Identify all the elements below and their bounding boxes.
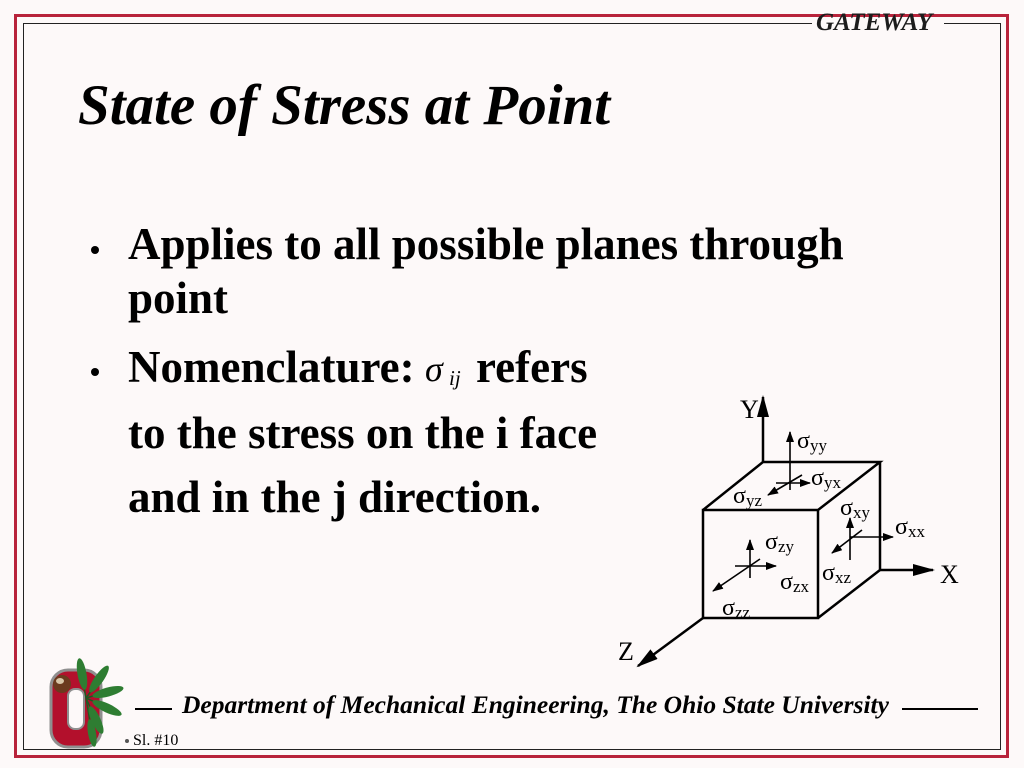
bullet-2-line-3: and in the j direction. <box>128 472 541 522</box>
sigma-symbol: σ <box>811 465 824 491</box>
slide-number: Sl. #10 <box>133 732 179 749</box>
sigma-symbol: σ <box>765 529 778 555</box>
sigma-symbol: σ <box>895 514 908 540</box>
slide-number-dot <box>125 739 129 743</box>
arrow-sigma-zz <box>713 559 760 591</box>
block-o-hole <box>68 689 84 729</box>
bullet-marker <box>91 368 99 376</box>
formula-sigma: σ <box>425 349 443 389</box>
stress-subscript: xz <box>834 568 851 587</box>
z-axis-arrow <box>638 618 703 666</box>
stress-label-yz <box>733 483 762 510</box>
stress-label-yy <box>797 428 827 455</box>
stress-subscript: yy <box>809 436 827 455</box>
arrow-sigma-yz <box>768 475 802 495</box>
footer-rule-left <box>135 708 172 710</box>
bullet-2-line-2: to the stress on the i face <box>128 408 598 458</box>
stress-label-zx <box>780 569 809 596</box>
stress-subscript: zz <box>734 603 751 622</box>
sigma-symbol: σ <box>733 483 746 509</box>
bullet-2-tail: refers <box>476 342 588 392</box>
stress-subscript: yx <box>823 473 841 492</box>
gateway-brand: GATEWAY <box>816 9 933 36</box>
stress-label-xy <box>840 495 870 522</box>
sigma-symbol: σ <box>722 595 735 621</box>
formula-subscript: ij <box>449 366 461 390</box>
stress-subscript: zy <box>777 537 794 556</box>
stress-label-zy <box>765 529 794 556</box>
slide-title: State of Stress at Point <box>78 74 611 137</box>
stress-subscript: xx <box>907 522 925 541</box>
x-axis-label: X <box>940 560 959 589</box>
sigma-symbol: σ <box>780 569 793 595</box>
bullet-marker <box>91 246 99 254</box>
stress-label-yx <box>811 465 841 492</box>
z-axis-label: Z <box>618 637 634 666</box>
buckeye-nut <box>53 675 71 693</box>
y-axis-label: Y <box>740 395 759 424</box>
bullet-2-lead: Nomenclature: <box>128 342 415 392</box>
ohio-state-logo <box>40 652 126 752</box>
sigma-symbol: σ <box>840 495 853 521</box>
stress-label-xz <box>822 560 851 587</box>
bullet-1-line-2: point <box>128 273 229 323</box>
sigma-symbol: σ <box>822 560 835 586</box>
footer-department: Department of Mechanical Engineering, The Ohio State University <box>182 690 889 719</box>
stress-cube-diagram <box>600 385 980 675</box>
bullet-1-line-1: Applies to all possible planes through <box>128 219 844 269</box>
buckeye-nut-eye <box>56 678 64 684</box>
stress-subscript: zx <box>792 577 809 596</box>
stress-label-zz <box>722 595 750 622</box>
stress-subscript: xy <box>852 503 870 522</box>
stress-label-xx <box>895 514 925 541</box>
footer-rule-right <box>902 708 978 710</box>
sigma-symbol: σ <box>797 428 810 454</box>
arrow-sigma-xz <box>832 530 862 553</box>
stress-subscript: yz <box>745 491 762 510</box>
